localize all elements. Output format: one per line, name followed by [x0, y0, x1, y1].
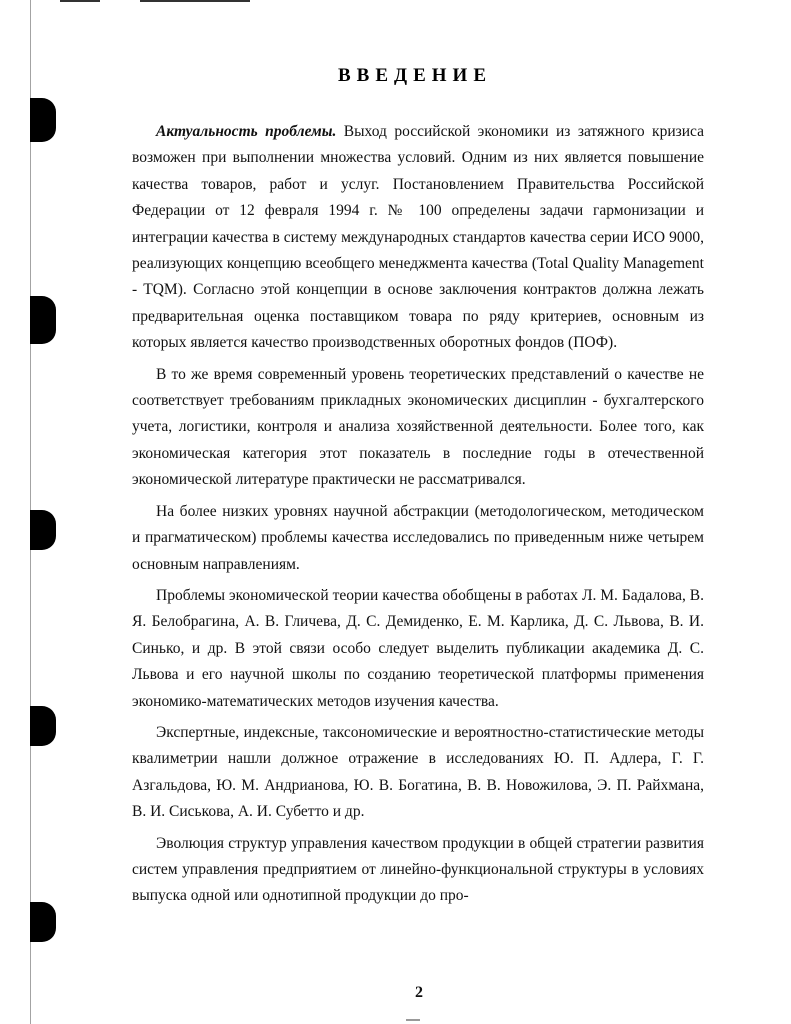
binder-hole: [30, 510, 56, 550]
paragraph: Экспертные, индексные, таксономические и вероятностно-статистические методы квалиметрии нашли должное отражение в исследованиях Ю. П. Адлера, Г. Г. Азгальдова, Ю. М. Андрианова, Ю. В. Богатина, В. В. Новожилова, Э. П. Райхмана, В. И. Сиськова, А. И. Субетто и др.: [132, 723, 704, 821]
binder-hole: [30, 98, 56, 142]
page-number: 2: [415, 984, 423, 1001]
binder-hole: [30, 706, 56, 746]
scan-artifact-mark: [406, 1019, 420, 1021]
scan-artifact-line: [60, 0, 100, 2]
paragraph-text: Выход российской экономики из затяжного кризиса возможен при выполнении множества условий. Одним из них является повышение качества товаров, работ и услуг. Постановлением Правительства Российской Федерации от 12 февраля 1994 г. № 100 определены задачи гармонизации и интеграции качества в систему международных стандартов качества серии ИСО 9000, реализующих концепцию всеобщего менеджмента качества (Total Quality Management - TQM). Согласно этой концепции в основе заключения контрактов должна лежать предварительная оценка поставщиком товара по ряду критериев, основным из которых является качество производственных оборотных фондов (ПОФ).: [132, 123, 704, 352]
binder-hole: [30, 296, 56, 344]
paragraph: В то же время современный уровень теоретических представлений о качестве не соответствует требованиям прикладных экономических дисциплин - бухгалтерского учета, логистики, контроля и анализа хозяйственной деятельности. Более того, как экономическая категория этот показатель в последние годы в отечественной экономической литературе практически не рассматривался.: [132, 365, 704, 489]
binder-hole: [30, 902, 56, 942]
page-title: ВВЕДЕНИЕ: [338, 65, 492, 86]
paragraph: На более низких уровнях научной абстракции (методологическом, методическом и прагматическом) проблемы качества исследовались по приведенным ниже четырем основным направлениям.: [132, 502, 704, 573]
paragraph-lead: Актуальность проблемы.: [156, 123, 337, 140]
body-text: [132, 119, 704, 915]
paragraph: [132, 119, 704, 357]
paragraph: Проблемы экономической теории качества обобщены в работах Л. М. Бадалова, В. Я. Белобрагина, А. В. Гличева, Д. С. Демиденко, Е. М. Карлика, Д. С. Львова, В. И. Синько, и др. В этой связи особо следует выделить публикации академика Д. С. Львова и его научной школы по созданию теоретической платформы применения экономико-математических методов изучения качества.: [132, 586, 704, 710]
paragraph: Эволюция структур управления качеством продукции в общей стратегии развития систем управления предприятием от линейно-функциональной структуры в условиях выпуска одной или однотипной продукции до про-: [132, 834, 704, 905]
scan-artifact-line: [140, 0, 250, 2]
